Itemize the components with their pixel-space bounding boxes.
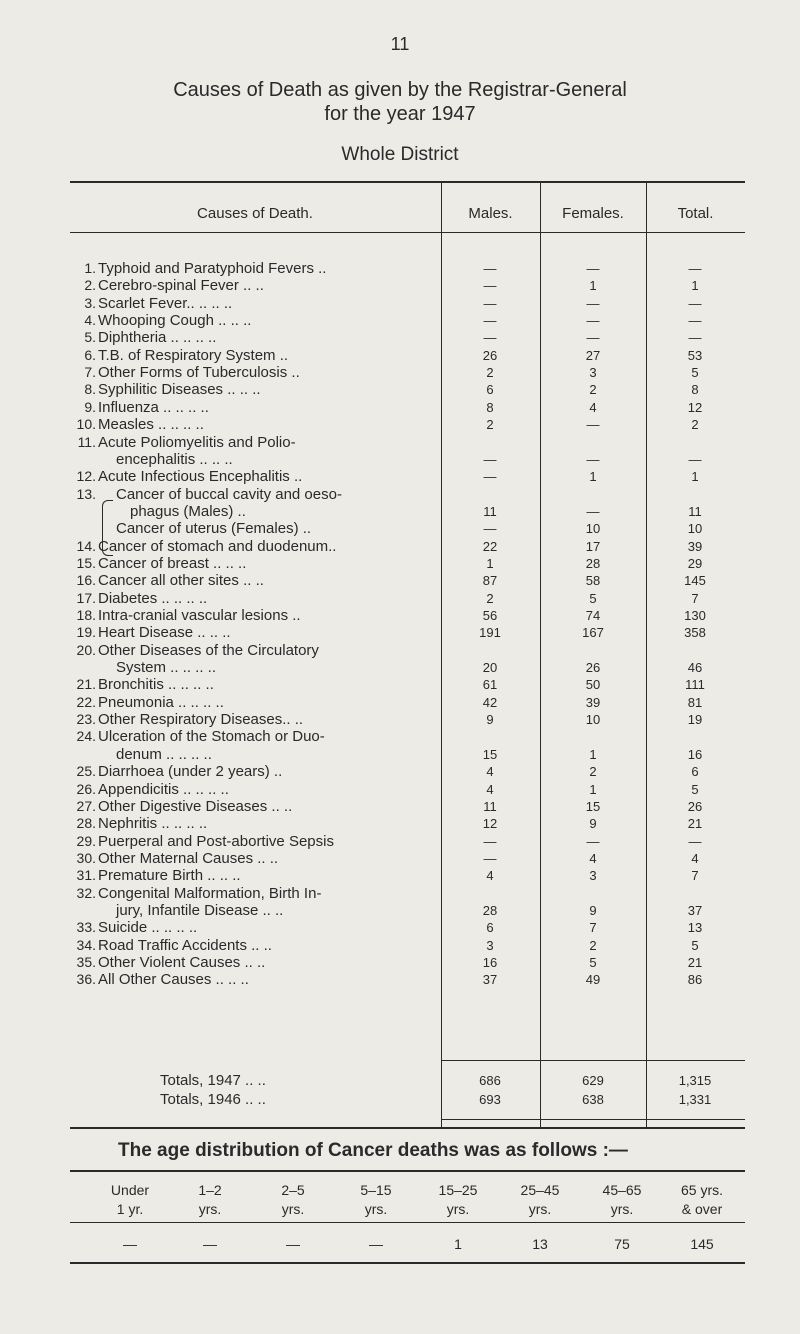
females-value: 5 (589, 955, 597, 970)
row-number: 23. (76, 711, 96, 728)
females-value: 3 (589, 365, 597, 381)
males-value: 20 (482, 660, 498, 676)
row-number: 15. (76, 554, 96, 571)
cause-label: Whooping Cough .. .. .. (98, 312, 252, 330)
cause-label: Cancer of breast .. .. .. (98, 554, 247, 572)
total-value: 5 (691, 365, 699, 381)
total-value: — (688, 833, 702, 849)
females-value: 5 (589, 590, 597, 606)
totals-label: Totals, 1946 .. .. (160, 1091, 266, 1108)
males-value: 8 (486, 399, 494, 415)
cause-label: Influenza .. .. .. .. (98, 398, 209, 416)
row-number: 6. (84, 346, 96, 363)
age-header-line2: yrs. (281, 1201, 305, 1217)
males-value: — (483, 833, 497, 849)
total-value: 1 (691, 278, 699, 294)
cause-label: Syphilitic Diseases .. .. .. (98, 381, 261, 399)
totals-males: 686 (479, 1073, 501, 1088)
age-header-line1: 25–45 (520, 1182, 560, 1198)
row-number: 31. (76, 867, 96, 884)
cause-label-continued: jury, Infantile Disease .. .. (116, 901, 284, 919)
males-value: 2 (486, 590, 494, 606)
females-value: — (586, 503, 600, 519)
totals-females: 638 (582, 1092, 604, 1107)
males-value: 191 (479, 625, 501, 641)
cause-label: Congenital Malformation, Birth In- (98, 884, 322, 902)
row-number: 22. (76, 693, 96, 710)
row-number: 7. (84, 364, 96, 381)
cancer-ages-title: The age distribution of Cancer deaths was as follows :— (118, 1140, 628, 1161)
row-number: 9. (84, 398, 96, 415)
header-females: Females. (562, 205, 624, 222)
row-number: 1. (84, 260, 96, 276)
row-number: 12. (76, 468, 96, 485)
total-value: 21 (687, 955, 703, 970)
column-divider-1 (441, 182, 442, 1129)
cause-label: Acute Poliomyelitis and Polio- (98, 433, 296, 451)
ages-bottom-rule (70, 1262, 745, 1264)
cause-label: Cerebro-spinal Fever .. .. (98, 277, 264, 295)
females-value: 27 (585, 347, 601, 363)
row-number: 34. (76, 936, 96, 953)
males-value: 4 (486, 781, 494, 797)
cause-label: All Other Causes .. .. .. (98, 971, 249, 989)
cause-label: Other Digestive Diseases .. .. (98, 797, 293, 815)
females-value: — (586, 313, 600, 329)
males-value: 87 (482, 573, 498, 589)
total-value: 130 (684, 608, 706, 623)
row-number: 24. (76, 728, 96, 745)
cause-label: T.B. of Respiratory System .. (98, 346, 289, 364)
females-value: 2 (589, 382, 597, 398)
females-value: 17 (585, 538, 601, 554)
cause-label: Other Respiratory Diseases.. .. (98, 711, 304, 729)
title-line-2: for the year 1947 (324, 103, 476, 125)
age-value: 75 (614, 1236, 630, 1252)
total-value: 8 (691, 382, 699, 398)
cause-label: Intra-cranial vascular lesions .. (98, 607, 301, 624)
males-value: 6 (486, 382, 494, 398)
males-value: 4 (486, 868, 494, 884)
males-value: 2 (486, 365, 494, 381)
cause-label-continued: denum .. .. .. .. (116, 745, 212, 763)
totals-total: 1,315 (678, 1073, 712, 1088)
males-value: — (483, 330, 497, 346)
males-value: 56 (482, 608, 498, 623)
males-value: 11 (483, 798, 497, 814)
totals-females: 629 (582, 1073, 604, 1088)
males-value: 61 (482, 677, 498, 693)
row-number: 2. (84, 277, 96, 294)
cause-label-continued: System .. .. .. .. (116, 659, 217, 677)
age-header-line2: yrs. (198, 1201, 222, 1217)
cause-label: Cancer of stomach and duodenum.. (98, 537, 337, 555)
cause-label-continued: phagus (Males) .. (130, 502, 246, 520)
totals-top-rule (441, 1060, 745, 1061)
age-header-line1: 45–65 (602, 1182, 642, 1198)
cause-label: Diphtheria .. .. .. .. (98, 329, 217, 347)
row-13-brace (102, 500, 113, 556)
age-header-line1: 15–25 (438, 1182, 478, 1198)
males-value: 9 (486, 712, 494, 728)
females-value: 7 (589, 920, 597, 936)
males-value: — (483, 521, 497, 537)
age-header-line1: 65 yrs. (680, 1182, 723, 1198)
cause-label: Diabetes .. .. .. .. (98, 589, 208, 607)
cause-label: Heart Disease .. .. .. (98, 624, 231, 642)
total-value: — (688, 295, 702, 311)
cause-label: Other Diseases of the Circulatory (98, 641, 319, 659)
males-value: 3 (486, 937, 494, 953)
total-value: 358 (684, 625, 706, 641)
age-header-line2: yrs. (364, 1201, 388, 1217)
males-value: 12 (482, 816, 498, 832)
total-value: 29 (687, 555, 703, 571)
totals-label: Totals, 1947 .. .. (160, 1072, 266, 1089)
total-value: 6 (691, 764, 699, 780)
cause-label: Nephritis .. .. .. .. (98, 815, 208, 833)
page-subtitle: Whole District (341, 144, 459, 165)
females-value: 1 (589, 781, 597, 797)
females-value: — (586, 295, 600, 311)
totals-males: 693 (479, 1092, 501, 1107)
total-value: 12 (687, 399, 703, 415)
males-value: 4 (486, 764, 494, 780)
females-value: — (586, 417, 600, 433)
cause-label: Suicide .. .. .. .. (98, 919, 198, 937)
row-number: 17. (76, 589, 96, 606)
total-value: 39 (687, 538, 703, 554)
total-value: 2 (691, 417, 699, 433)
row-number: 4. (84, 312, 96, 329)
males-value: 11 (483, 503, 497, 519)
cause-label: Measles .. .. .. .. (98, 416, 204, 434)
row-number: 32. (76, 884, 96, 901)
females-value: 3 (589, 868, 597, 884)
total-value: 13 (687, 920, 703, 936)
age-value: — (286, 1236, 300, 1252)
totals-bottom-rule-1 (441, 1119, 745, 1120)
cause-label: Ulceration of the Stomach or Duo- (98, 728, 325, 746)
males-value: 6 (486, 920, 494, 936)
males-value: — (483, 850, 497, 866)
row-number: 26. (76, 780, 96, 797)
cause-label: Scarlet Fever.. .. .. .. (98, 294, 233, 312)
total-value: 4 (691, 850, 699, 866)
males-value: 28 (482, 902, 498, 918)
cause-label: Cancer of buccal cavity and oeso- (116, 485, 342, 503)
age-value: 145 (690, 1236, 714, 1252)
header-total: Total. (677, 205, 714, 222)
females-value: 9 (589, 816, 597, 832)
table-bottom-rule (70, 1127, 745, 1129)
title-line-1: Causes of Death as given by the Registrar-General (173, 79, 627, 101)
age-header-line2: yrs. (610, 1201, 634, 1217)
age-value: 13 (532, 1236, 548, 1252)
totals-total: 1,331 (678, 1092, 712, 1107)
total-value: 86 (687, 972, 703, 988)
females-value: — (586, 330, 600, 346)
females-value: 10 (585, 712, 601, 728)
age-value: — (123, 1236, 137, 1252)
header-causes: Causes of Death. (197, 205, 313, 222)
females-value: 1 (589, 469, 597, 485)
females-value: — (586, 833, 600, 849)
cause-label: Diarrhoea (under 2 years) .. (98, 763, 283, 781)
table-top-rule (70, 181, 745, 183)
cause-label: Appendicitis .. .. .. .. (98, 780, 229, 798)
total-value: 26 (687, 798, 703, 814)
row-number: 28. (76, 815, 96, 832)
total-value: 7 (691, 868, 699, 884)
cause-label: Other Maternal Causes .. .. (98, 849, 279, 867)
cause-label: Pneumonia .. .. .. .. (98, 693, 224, 711)
row-number: 10. (76, 416, 96, 433)
row-number: 30. (76, 849, 96, 866)
total-value: 5 (691, 937, 699, 953)
row-number: 11. (77, 433, 96, 450)
column-divider-2 (540, 182, 541, 1129)
females-value: 50 (585, 677, 601, 693)
ages-top-rule (70, 1170, 745, 1172)
males-value: — (483, 313, 497, 329)
cause-label: Bronchitis .. .. .. .. (98, 676, 214, 694)
females-value: 167 (582, 625, 604, 641)
females-value: 10 (585, 521, 601, 537)
females-value: 26 (585, 660, 601, 676)
row-number: 8. (84, 381, 96, 398)
females-value: 2 (589, 764, 597, 780)
total-value: 5 (691, 781, 699, 797)
males-value: 37 (482, 972, 498, 988)
row-number: 18. (76, 607, 96, 623)
cause-label: Other Violent Causes .. .. (98, 954, 266, 971)
cause-label: Other Forms of Tuberculosis .. (98, 364, 300, 382)
females-value: 58 (585, 573, 601, 589)
header-bottom-rule (70, 232, 745, 233)
females-value: 74 (585, 608, 601, 623)
males-value: 1 (486, 555, 494, 571)
row-number: 13. (76, 485, 96, 502)
cause-label: Road Traffic Accidents .. .. (98, 936, 272, 954)
females-value: 2 (589, 937, 597, 953)
age-header-line1: 1–2 (198, 1182, 222, 1198)
males-value: — (483, 261, 497, 276)
total-value: 21 (687, 816, 703, 832)
age-header-line2: yrs. (446, 1201, 470, 1217)
row-number: 14. (76, 537, 96, 554)
males-value: 15 (482, 746, 498, 762)
age-header-line1: 5–15 (360, 1182, 392, 1198)
total-value: — (688, 261, 702, 276)
age-value: — (369, 1236, 383, 1252)
males-value: 22 (482, 538, 498, 554)
males-value: 42 (482, 694, 498, 710)
cause-label: Premature Birth .. .. .. (98, 867, 241, 885)
row-number: 19. (76, 624, 96, 641)
females-value: 49 (585, 972, 601, 988)
row-number: 5. (84, 329, 96, 346)
total-value: 7 (691, 590, 699, 606)
age-header-line2: & over (681, 1201, 723, 1217)
females-value: 4 (589, 399, 597, 415)
age-value: 1 (454, 1236, 462, 1252)
row-number: 21. (76, 676, 96, 693)
females-value: 15 (585, 798, 601, 814)
row-number: 25. (76, 763, 96, 780)
males-value: 2 (486, 417, 494, 433)
ages-header-rule (70, 1222, 745, 1223)
cause-label: Typhoid and Paratyphoid Fevers .. (98, 260, 327, 277)
total-value: 11 (688, 503, 702, 519)
row-number: 33. (76, 919, 96, 936)
males-value: 26 (482, 347, 498, 363)
total-value: — (688, 451, 702, 467)
females-value: 39 (585, 694, 601, 710)
total-value: 81 (687, 694, 703, 710)
row-number: 20. (76, 641, 96, 658)
females-value: 9 (589, 902, 597, 918)
total-value: — (688, 330, 702, 346)
header-males: Males. (468, 205, 513, 222)
age-header-line1: Under (110, 1182, 150, 1198)
cause-label: Cancer all other sites .. .. (98, 572, 264, 590)
row-number: 29. (76, 832, 96, 849)
row-number: 16. (76, 572, 96, 589)
total-value: 111 (685, 677, 705, 693)
row-number: 36. (76, 971, 96, 988)
females-value: 1 (589, 746, 597, 762)
females-value: — (586, 261, 600, 276)
row-number: 35. (76, 954, 96, 970)
females-value: 4 (589, 850, 597, 866)
females-value: 1 (589, 278, 597, 294)
males-value: 16 (482, 955, 498, 970)
total-value: 1 (691, 469, 699, 485)
total-value: 145 (684, 573, 706, 589)
column-divider-3 (646, 182, 647, 1129)
males-value: — (483, 469, 497, 485)
age-value: — (203, 1236, 217, 1252)
total-value: 19 (687, 712, 703, 728)
page-title (0, 78, 800, 126)
females-value: 28 (585, 555, 601, 571)
females-value: — (586, 451, 600, 467)
males-value: — (483, 451, 497, 467)
males-value: — (483, 295, 497, 311)
total-value: 53 (687, 347, 703, 363)
males-value: — (483, 278, 497, 294)
row-number: 27. (76, 797, 96, 814)
age-header-line2: yrs. (528, 1201, 552, 1217)
page-number: 11 (390, 34, 410, 54)
cause-label: Puerperal and Post-abortive Sepsis (98, 832, 334, 850)
row-number: 3. (84, 294, 96, 311)
cause-label: Acute Infectious Encephalitis .. (98, 468, 303, 486)
total-value: 37 (687, 902, 703, 918)
total-value: — (688, 313, 702, 329)
cause-label-continued: encephalitis .. .. .. (116, 450, 233, 468)
cause-label: Cancer of uterus (Females) .. (116, 520, 312, 538)
age-header-line1: 2–5 (281, 1182, 305, 1198)
total-value: 46 (687, 660, 703, 676)
total-value: 16 (687, 746, 703, 762)
age-header-line2: 1 yr. (116, 1201, 144, 1217)
total-value: 10 (687, 521, 703, 537)
